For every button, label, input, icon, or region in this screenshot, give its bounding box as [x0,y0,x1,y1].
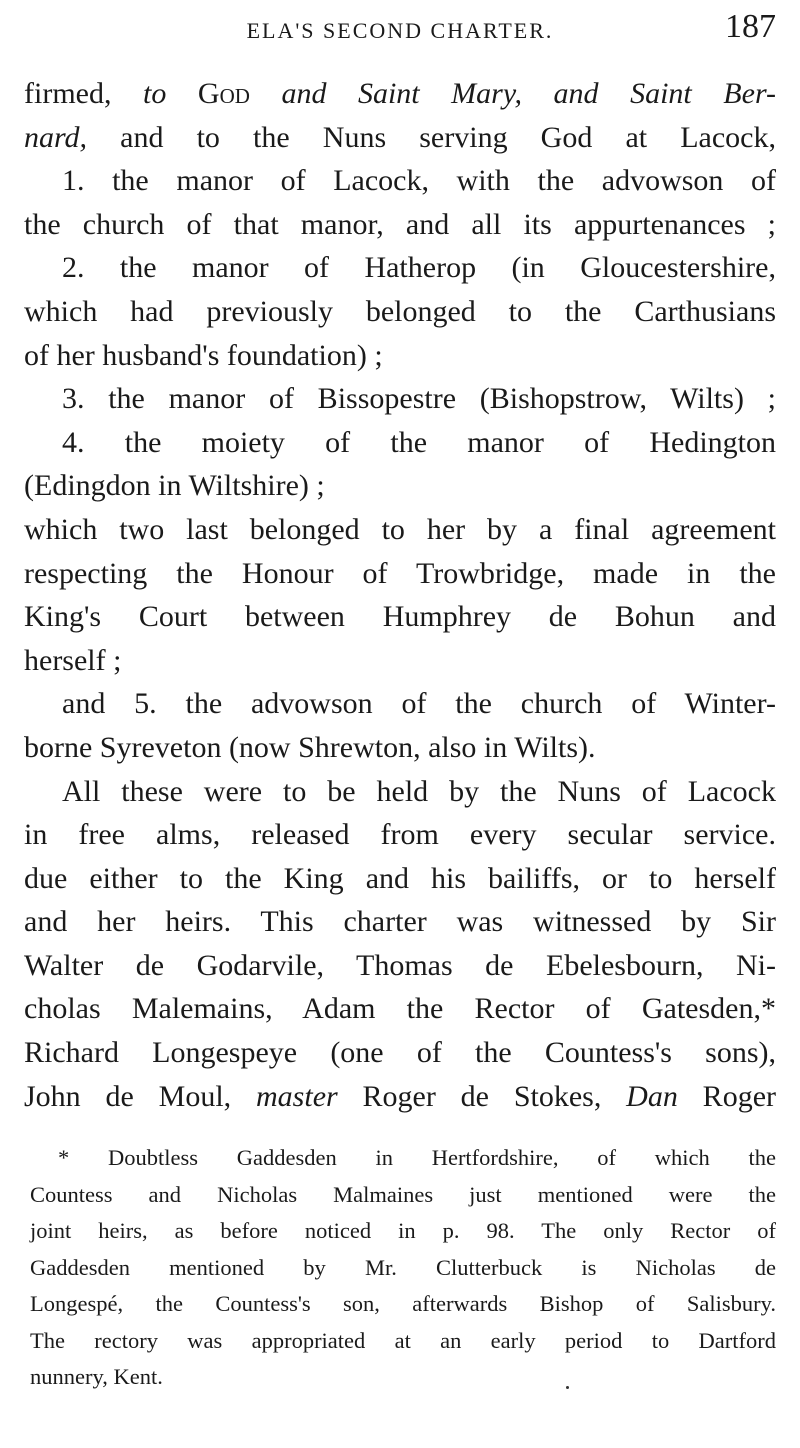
text-line: (Edingdon in Wiltshire) ; [24,469,325,503]
text-line: respecting the Honour of Trowbridge, made in the [24,556,776,590]
page-header [24,8,776,48]
text-line: 2. the manor of Hatherop (in Gloucestershire, [62,251,776,285]
text-line: firmed, to God and Saint Mary, and Saint Ber- [24,77,777,110]
text-line: and her heirs. This charter was witnessed by Sir [24,905,776,939]
text-line: nard, and to the Nuns serving God at Lacock, [24,120,776,154]
text-line: King's Court between Humphrey de Bohun and [24,600,776,634]
text-line: Richard Longespeye (one of the Countess's sons), [24,1036,776,1070]
text-line: which had previously belonged to the Carthusians [24,294,776,328]
footnote-line: Countess and Nicholas Malmaines just mentioned were the [30,1181,776,1207]
footnote-line: * Doubtless Gaddesden in Hertfordshire, of which the [58,1145,776,1170]
running-head: ELA'S SECOND CHARTER. [246,18,554,43]
text-line: and 5. the advowson of the church of Winter- [62,687,776,721]
ink-speck [566,1386,569,1389]
text-line: borne Syreveton (now Shrewton, also in Wilts). [24,730,596,764]
page-number: 187 [725,8,776,45]
text-line: 4. the moiety of the manor of Hedington [62,425,776,459]
text-line: cholas Malemains, Adam the Rector of Gatesden,* [24,992,776,1026]
main-text [24,72,776,1118]
text-line: the church of that manor, and all its appurtenances ; [24,207,776,241]
text-line: 3. the manor of Bissopestre (Bishopstrow, Wilts) ; [62,382,776,416]
text-line: in free alms, released from every secular service. [24,818,776,852]
text-line: of her husband's foundation) ; [24,338,383,372]
footnote-line: The rectory was appropriated at an early period to Dartford [30,1327,776,1353]
text-line: herself ; [24,643,122,677]
footnote-line: Gaddesden mentioned by Mr. Clutterbuck is Nicholas de [30,1254,776,1280]
footnote-line: joint heirs, as before noticed in p. 98. The only Rector of [30,1218,776,1243]
text-line: which two last belonged to her by a final agreement [24,512,776,546]
text-line: Walter de Godarvile, Thomas de Ebelesbourn, Ni- [24,948,776,982]
text-line: due either to the King and his bailiffs, or to herself [24,861,776,895]
footnote [30,1140,776,1396]
text-line: All these were to be held by the Nuns of Lacock [62,774,776,808]
footnote-line: Longespé, the Countess's son, afterwards Bishop of Salisbury. [30,1291,776,1316]
text-line: 1. the manor of Lacock, with the advowson of [62,164,776,198]
text-line: John de Moul, master Roger de Stokes, Dan Roger [24,1079,776,1113]
footnote-line: nunnery, Kent. [30,1364,163,1389]
